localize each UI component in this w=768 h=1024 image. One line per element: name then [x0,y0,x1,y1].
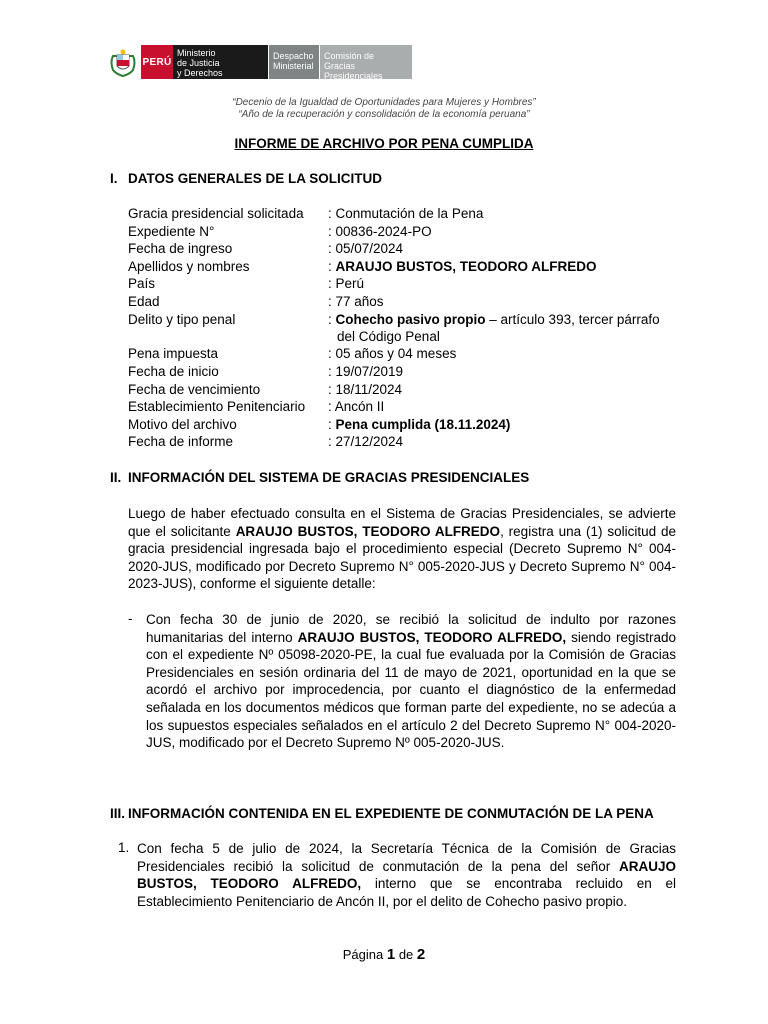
comision-label: Comisión de Gracias Presidenciales [320,45,412,79]
section-3-heading: III. INFORMACIÓN CONTENIDA EN EL EXPEDIENTE DE CONMUTACIÓN DE LA PENA [110,806,654,821]
motto-anio: “Año de la recuperación y consolidación de la economía peruana” [238,109,530,120]
motto-decenio: “Decenio de la Igualdad de Oportunidades para Mujeres y Hombres” [232,97,536,108]
despacho-label: Despacho Ministerial [269,45,319,79]
page-number: Página 1 de 2 [342,946,426,963]
ministerio-label: Ministerio de Justicia y Derechos Humanos [173,45,268,79]
section-1-heading: I. DATOS GENERALES DE LA SOLICITUD [110,171,383,186]
peru-label: PERÚ [141,45,173,79]
section-3-item: Con fecha 5 de julio de 2024, la Secretaría Técnica de la Comisión de Gracias Presidenciales recibió la solicitud de conmutación de la pena del señor ARAUJO BUSTOS, TEODORO ALFREDO, interno que se encontraba recluido en el Establecimiento Penitenciario de Ancón II, por el delito de Cohecho pasivo propio. [137,841,677,909]
bullet-marker: - [128,611,133,626]
coat-of-arms-icon [108,45,138,79]
section-2-bullet: Con fecha 30 de junio de 2020, se recibió la solicitud de indulto por razones humanitarias del interno ARAUJO BUSTOS, TEODORO ALFREDO, siendo registrado con el expediente Nº 05098-2020-PE, la cual fue evaluada por la Comisión de Gracias Presidenciales en sesión ordinaria del 11 de mayo de 2021, oportunidad en la que se acordó el archivo por improcedencia, por cuanto el diagnóstico de la enfermedad señalada en los documentos médicos que forman parte del expediente, no se adecúa a los supuestos especiales señalados en el artículo 2 del Decreto Supremo N° 004-2020-JUS, modificado por el Decreto Supremo Nº 005-2020-JUS. [146,612,676,751]
item-marker: 1. [118,840,130,855]
document-title: INFORME DE ARCHIVO POR PENA CUMPLIDA [234,136,534,151]
section-2-paragraph: Luego de haber efectuado consulta en el Sistema de Gracias Presidenciales, se advierte que el solicitante ARAUJO BUSTOS, TEODORO ALFREDO, registra una (1) solicitud de gracia presidencial ingresada bajo el procedimiento especial (Decreto Supremo N° 004-2020-JUS, modificado por Decreto Supremo N° 005-2020-JUS y Decreto Supremo N° 004-2023-JUS), conforme el siguiente detalle: [128,506,676,592]
institution-header [108,45,412,88]
section-2-heading: II. INFORMACIÓN DEL SISTEMA DE GRACIAS PRESIDENCIALES [110,470,530,485]
